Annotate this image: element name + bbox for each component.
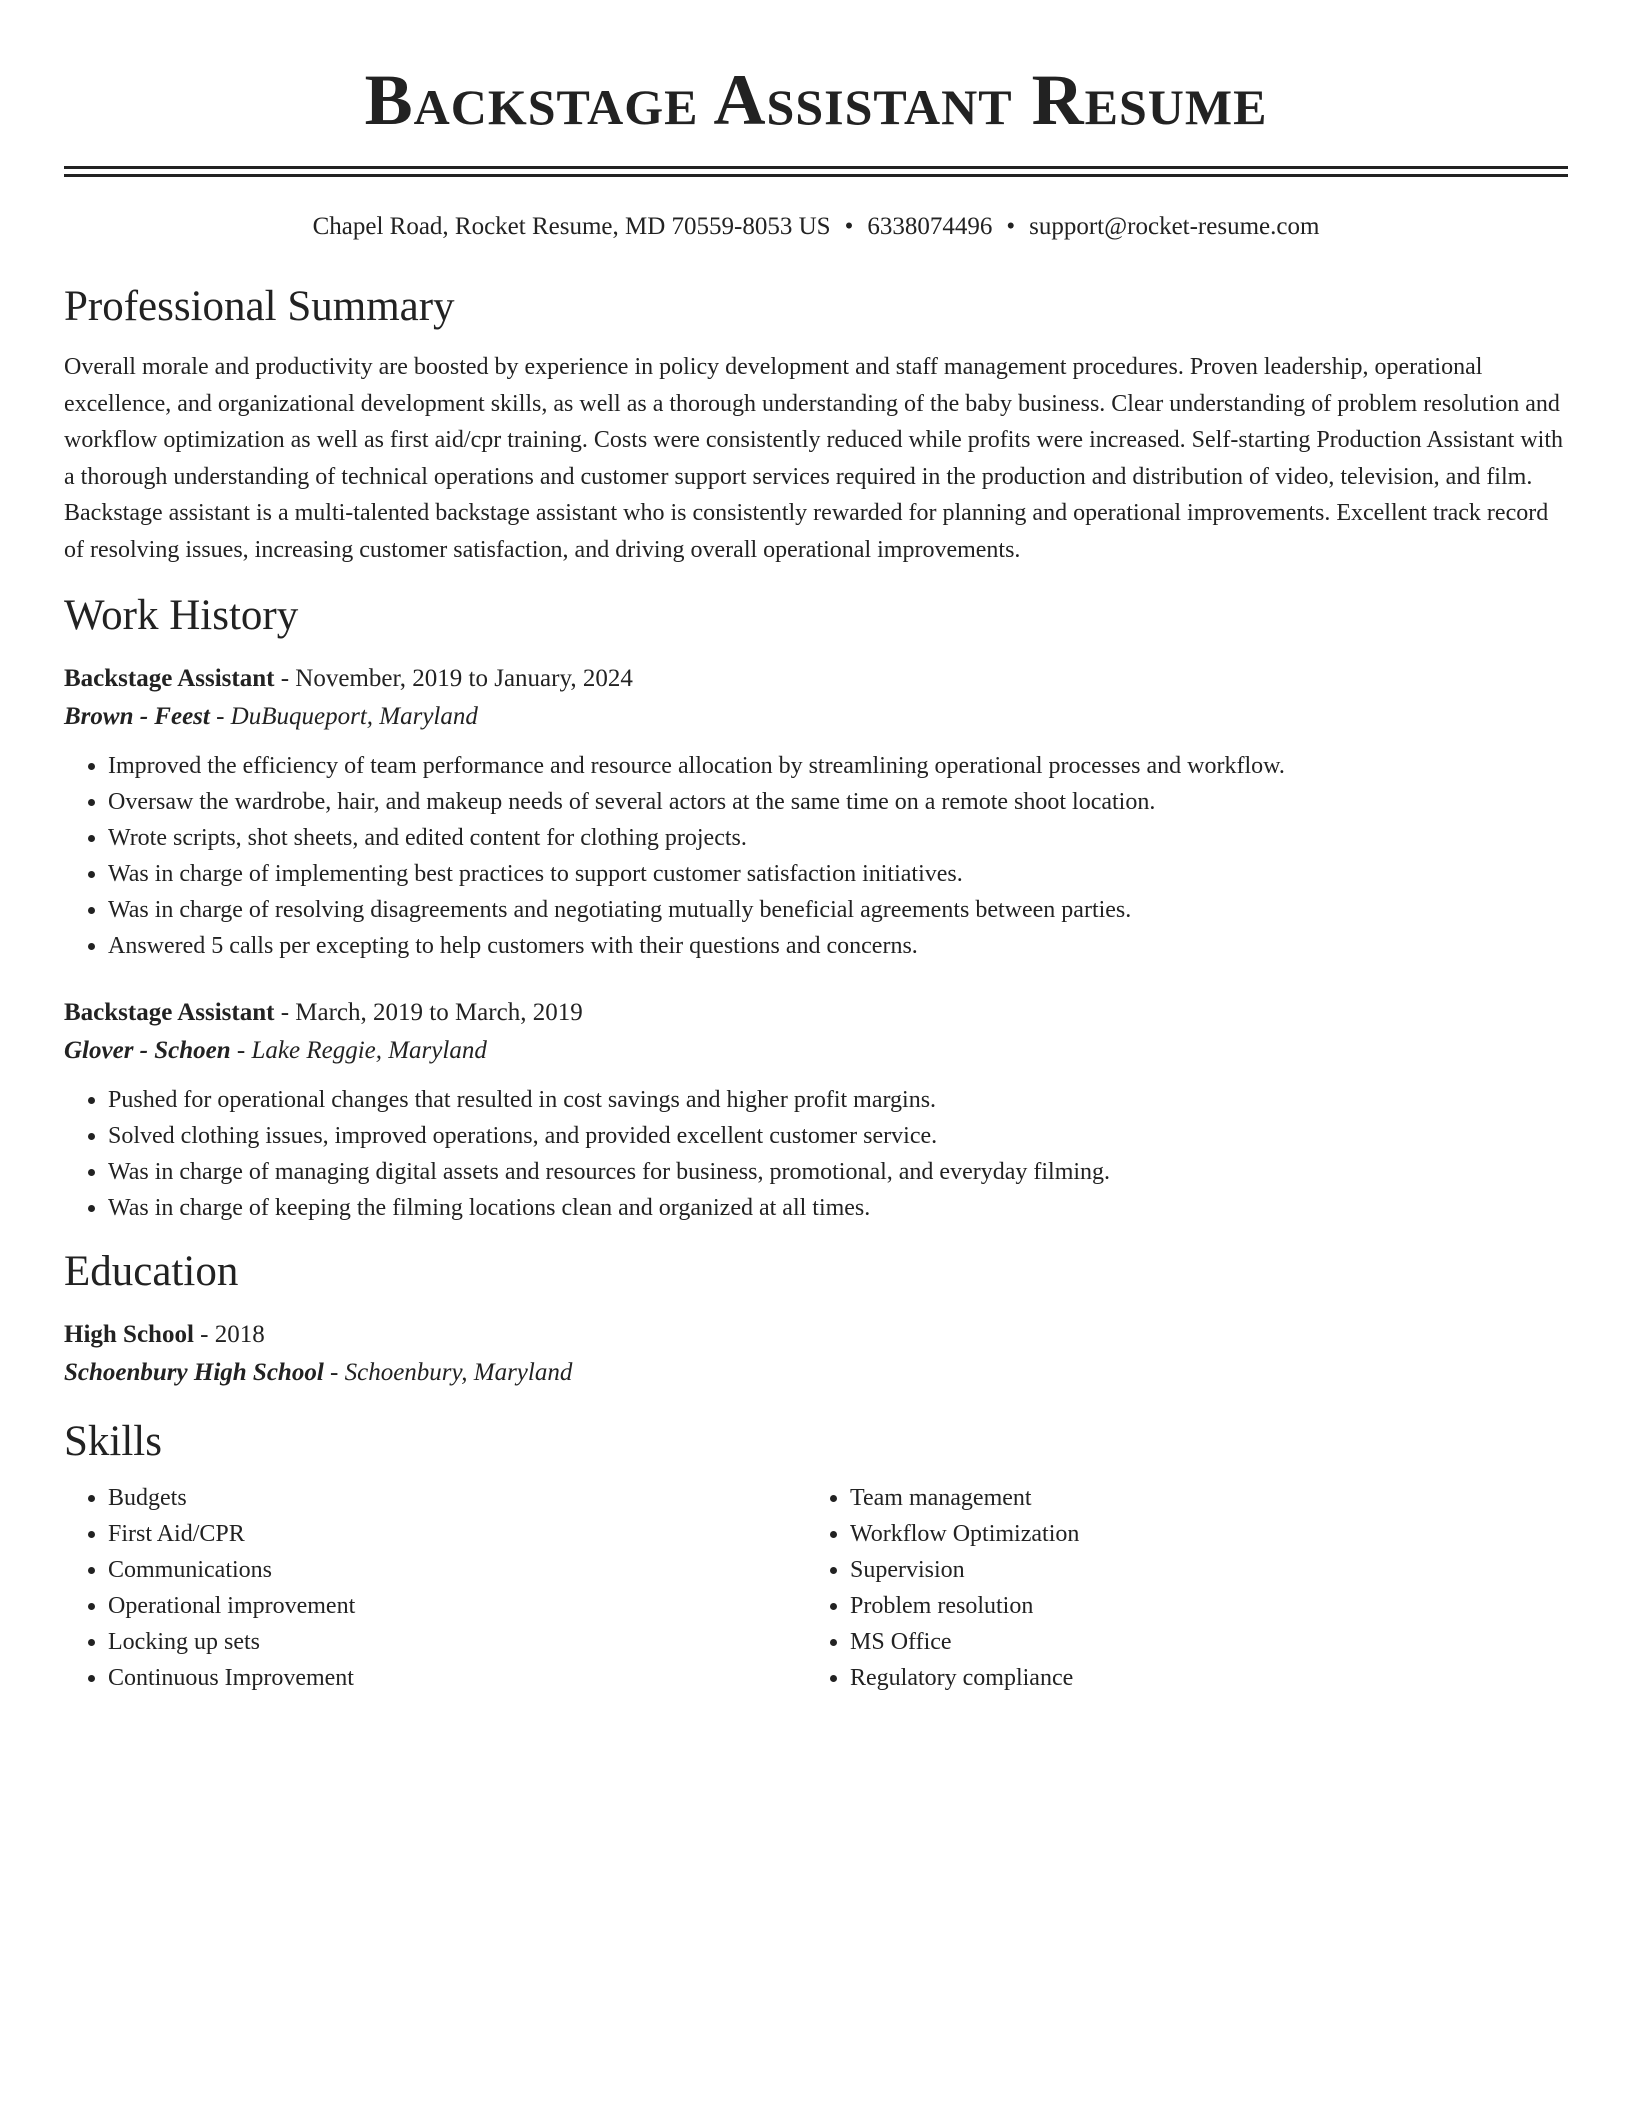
contact-phone: 6338074496 xyxy=(867,213,993,240)
skill-item: • Supervision xyxy=(850,1552,1548,1588)
skills-column-left xyxy=(64,1480,806,1696)
education-year: - 2018 xyxy=(193,1321,265,1348)
skills-list xyxy=(64,1480,806,1696)
skill-item: • First Aid/CPR xyxy=(108,1516,806,1552)
skill-item: • Regulatory compliance xyxy=(850,1660,1548,1696)
job-company: Brown - Feest xyxy=(64,703,210,730)
education-degree-line xyxy=(64,1316,1568,1354)
job-bullet: • Was in charge of managing digital assets and resources for business, promotional, and everyday filming. xyxy=(108,1154,1568,1190)
job-title: Backstage Assistant xyxy=(64,665,275,692)
skill-item: • MS Office xyxy=(850,1624,1548,1660)
job-entry xyxy=(64,994,1568,1226)
job-bullet: • Was in charge of implementing best practices to support customer satisfaction initiatives. xyxy=(108,856,1568,892)
title-divider xyxy=(64,166,1568,169)
summary-text: Overall morale and productivity are boosted by experience in policy development and staff management procedures. Proven leadership, operational excellence, and organizational development skills, as well as a thorough understanding of the baby business. Clear understanding of problem resolution and workflow optimization as well as first aid/cpr training. Costs were consistently reduced while profits were increased. Self-starting Production Assistant with a thorough understanding of technical operations and customer support services required in the production and distribution of video, television, and film. Backstage assistant is a multi-talented backstage assistant who is consistently rewarded for planning and operational improvements. Excellent track record of resolving issues, increasing customer satisfaction, and driving overall operational improvements. xyxy=(64,354,1564,563)
work-history-heading: Work History xyxy=(64,592,299,639)
education-location: - Schoenbury, Maryland xyxy=(323,1359,573,1386)
skill-item: • Problem resolution xyxy=(850,1588,1548,1624)
job-bullet: • Was in charge of resolving disagreements and negotiating mutually beneficial agreements between parties. xyxy=(108,892,1568,928)
skill-item: • Workflow Optimization xyxy=(850,1516,1548,1552)
education-school-line xyxy=(64,1354,1568,1392)
job-company: Glover - Schoen xyxy=(64,1037,231,1064)
contact-info xyxy=(64,211,1568,243)
job-dates: - March, 2019 to March, 2019 xyxy=(274,999,583,1026)
job-bullets xyxy=(64,748,1568,964)
job-location: - Lake Reggie, Maryland xyxy=(230,1037,487,1064)
job-employer xyxy=(64,698,1568,736)
education-degree: High School xyxy=(64,1321,194,1348)
job-bullets xyxy=(64,1082,1568,1226)
skill-item: • Communications xyxy=(108,1552,806,1588)
job-dates: - November, 2019 to January, 2024 xyxy=(274,665,633,692)
job-bullet: • Pushed for operational changes that resulted in cost savings and higher profit margins. xyxy=(108,1082,1568,1118)
contact-separator: • xyxy=(1006,213,1016,240)
job-entry xyxy=(64,660,1568,964)
job-location: - DuBuqueport, Maryland xyxy=(209,703,478,730)
job-title: Backstage Assistant xyxy=(64,999,275,1026)
job-employer xyxy=(64,1032,1568,1070)
skills-column-right xyxy=(806,1480,1548,1696)
skill-item: • Continuous Improvement xyxy=(108,1660,806,1696)
education-school: Schoenbury High School xyxy=(64,1359,324,1386)
skills-grid xyxy=(64,1480,1568,1696)
job-header xyxy=(64,660,1568,698)
job-bullet: • Answered 5 calls per excepting to help customers with their questions and concerns. xyxy=(108,928,1568,964)
contact-separator: • xyxy=(844,213,854,240)
summary-heading: Professional Summary xyxy=(64,283,455,330)
job-bullet: • Was in charge of keeping the filming locations clean and organized at all times. xyxy=(108,1190,1568,1226)
skill-item: • Budgets xyxy=(108,1480,806,1516)
contact-address: Chapel Road, Rocket Resume, MD 70559-8053 US xyxy=(312,213,831,240)
education-heading: Education xyxy=(64,1248,239,1295)
job-header xyxy=(64,994,1568,1032)
job-bullet: • Improved the efficiency of team performance and resource allocation by streamlining operational processes and workflow. xyxy=(108,748,1568,784)
skill-item: • Team management xyxy=(850,1480,1548,1516)
job-bullet: • Solved clothing issues, improved operations, and provided excellent customer service. xyxy=(108,1118,1568,1154)
skill-item: • Operational improvement xyxy=(108,1588,806,1624)
skill-item: • Locking up sets xyxy=(108,1624,806,1660)
title-divider-second xyxy=(64,174,1568,177)
contact-email: support@rocket-resume.com xyxy=(1029,213,1320,240)
skills-heading: Skills xyxy=(64,1418,162,1465)
job-bullet: • Oversaw the wardrobe, hair, and makeup needs of several actors at the same time on a remote shoot location. xyxy=(108,784,1568,820)
job-bullet: • Wrote scripts, shot sheets, and edited content for clothing projects. xyxy=(108,820,1568,856)
resume-title: Backstage Assistant Resume xyxy=(364,60,1268,140)
skills-list xyxy=(806,1480,1548,1696)
